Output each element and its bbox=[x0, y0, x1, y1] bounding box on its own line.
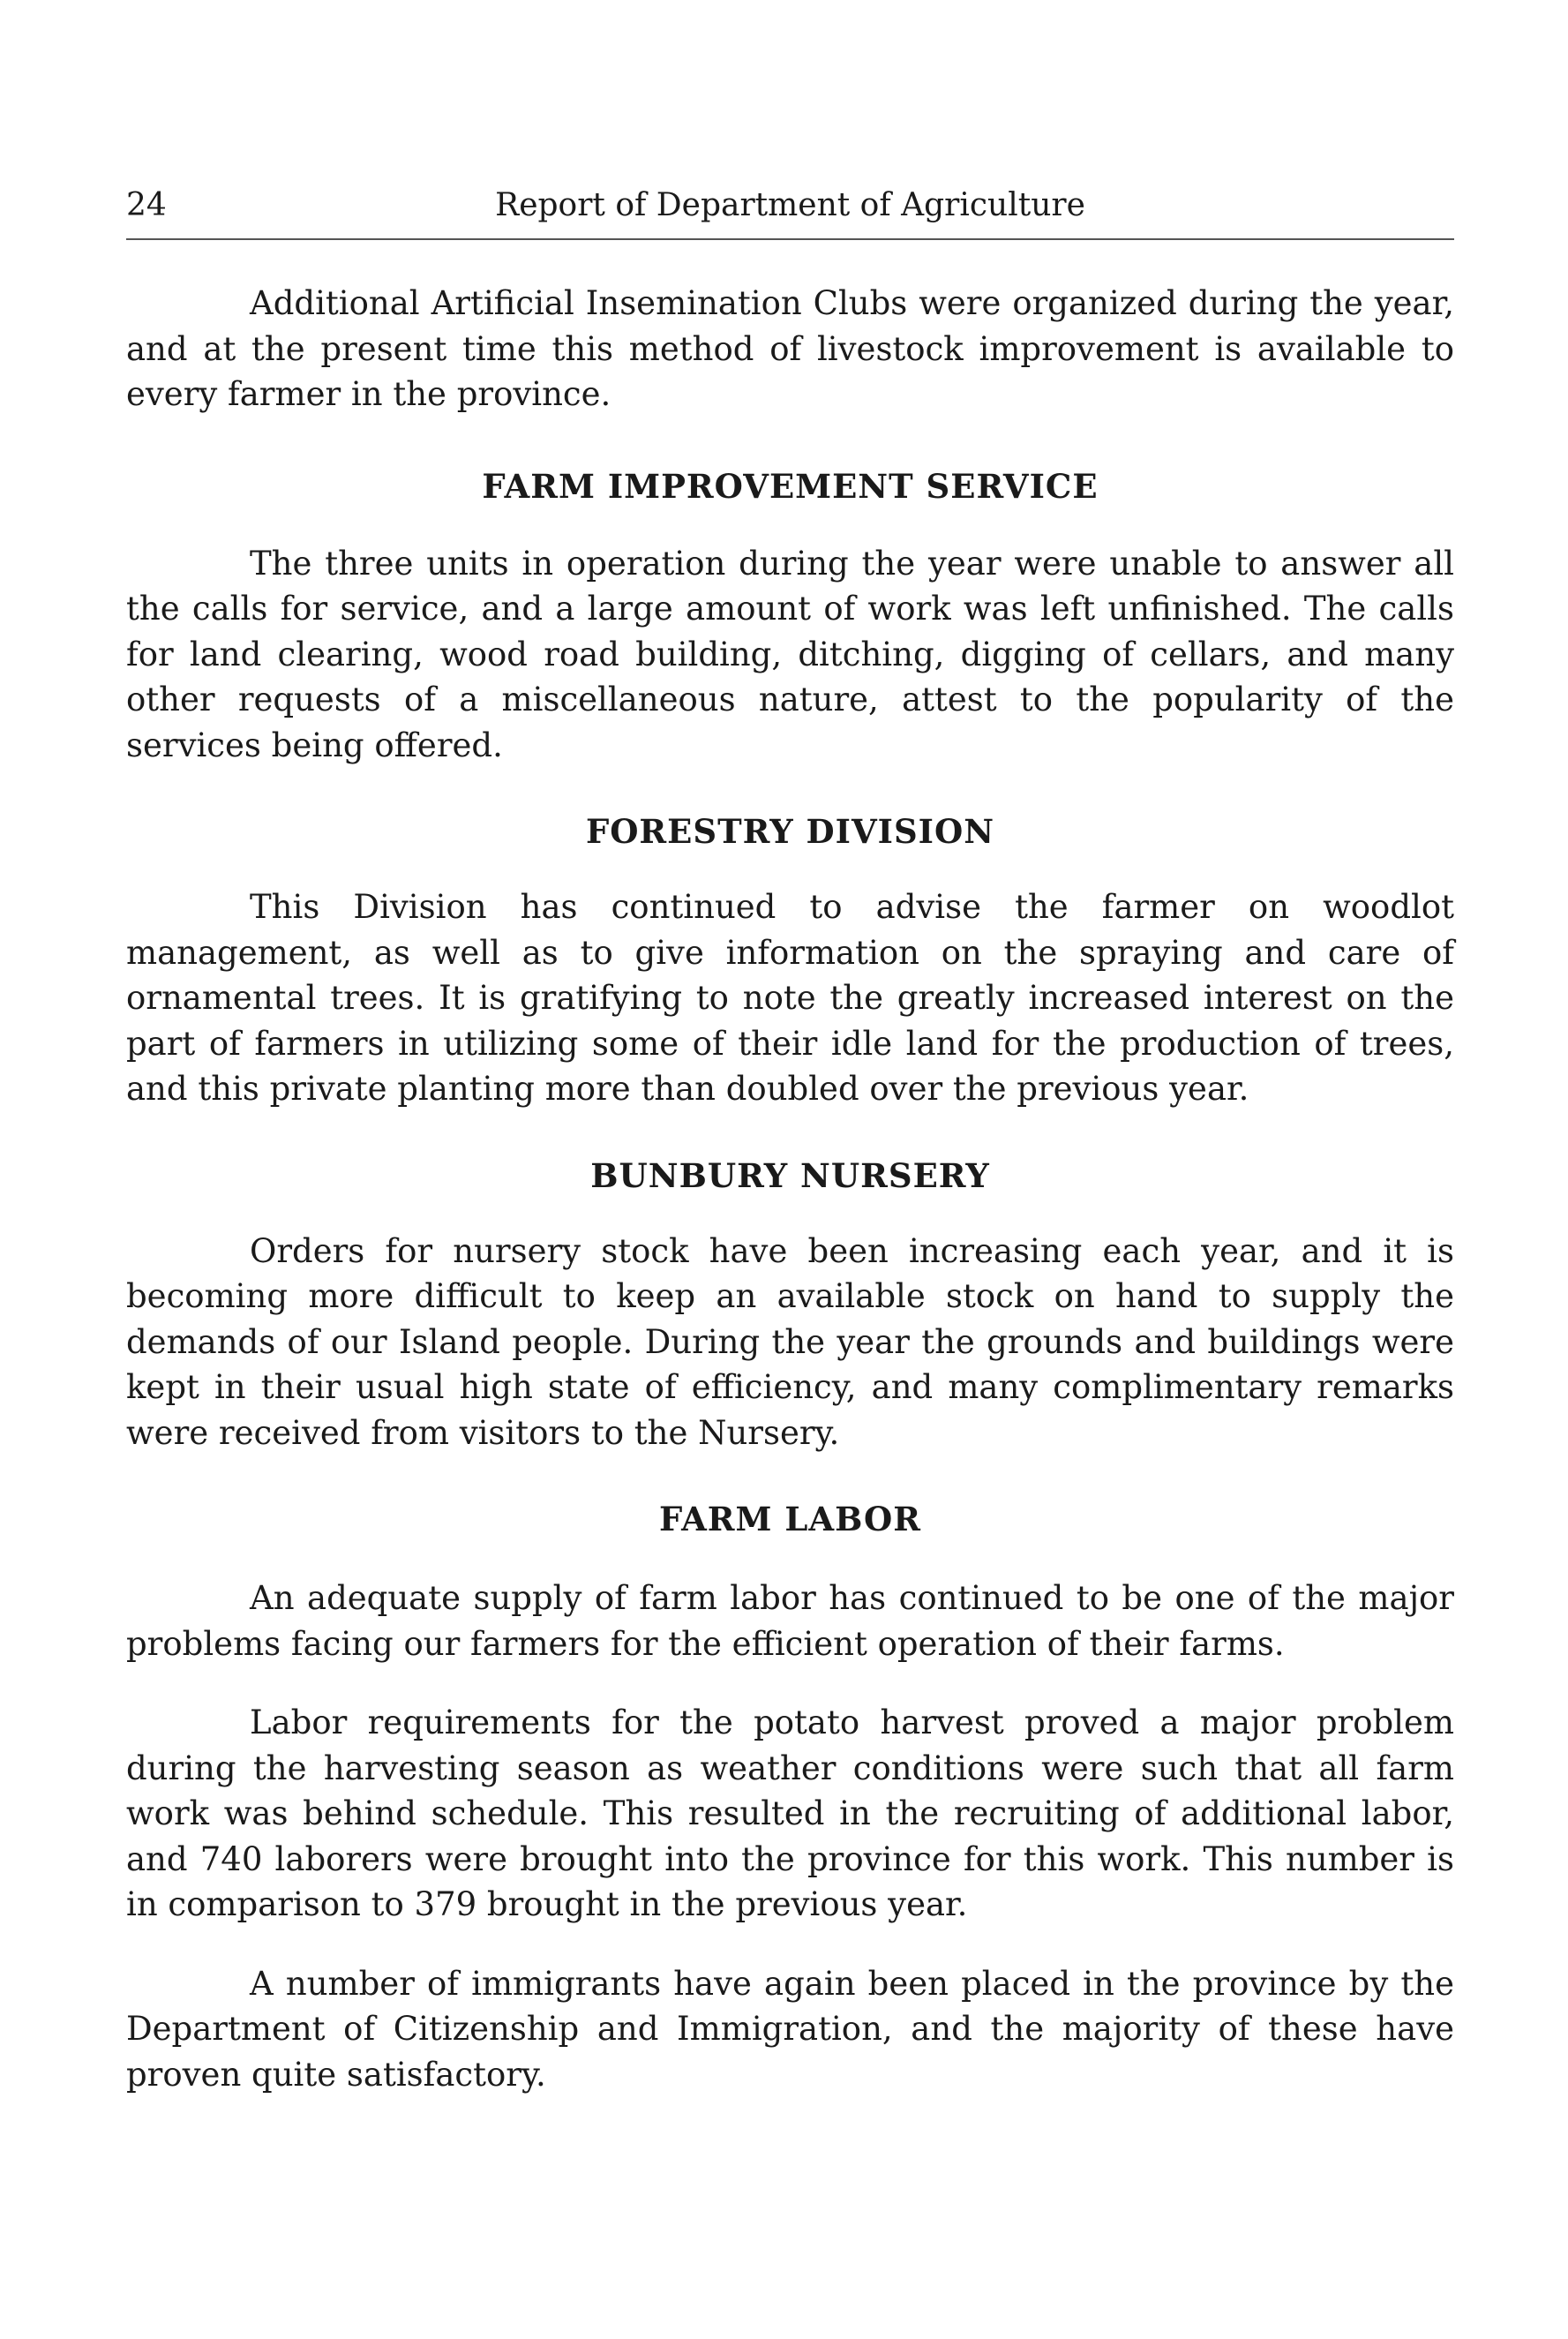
farm-labor-paragraph-3: A number of immigrants have again been placed in the province by the Department of Citizenship and Immigration, and the majority of these have proven quite satisfactory. bbox=[126, 1964, 1454, 2094]
section-heading-farm-labor: FARM LABOR bbox=[658, 1500, 922, 1538]
bunbury-nursery-paragraph: Orders for nursery stock have been increasing each year, and it is becoming more difficult to keep an available stock on hand to supply the demands of our Island people. During the year the grounds and buildings were kept in their usual high state of efficiency, and many complimentary remarks were received from visitors to the Nursery. bbox=[126, 1231, 1454, 1452]
section-heading-bunbury-nursery: BUNBURY NURSERY bbox=[590, 1155, 990, 1195]
running-header bbox=[126, 177, 1454, 240]
section-heading-farm-improvement-service: FARM IMPROVEMENT SERVICE bbox=[482, 466, 1099, 506]
farm-improvement-paragraph: The three units in operation during the year were unable to answer all the calls for service, and a large amount of work was left unfinished. The calls for land clearing, wood road building, ditching, digging of cellars, and many other requests of a miscellaneous nature, attest to the popularity of the services being offered. bbox=[126, 544, 1454, 764]
page-number: 24 bbox=[126, 187, 167, 223]
document-page bbox=[126, 177, 1454, 2097]
section-heading-forestry-division: FORESTRY DIVISION bbox=[585, 812, 995, 851]
intro-paragraph: Additional Artificial Insemination Clubs were organized during the year, and at the present time this method of livestock improvement is available to every farmer in the province. bbox=[126, 284, 1454, 413]
forestry-paragraph: This Division has continued to advise the farmer on woodlot management, as well as to give information on the spraying and care of ornamental trees. It is gratifying to note the greatly increased interest on the part of farmers in utilizing some of their idle land for the production of trees, and this private planting more than doubled over the previous year. bbox=[126, 888, 1454, 1108]
farm-labor-paragraph-1: An adequate supply of farm labor has continued to be one of the major problems facing our farmers for the efficient operation of their farms. bbox=[126, 1579, 1454, 1663]
farm-labor-paragraph-2: Labor requirements for the potato harvest proved a major problem during the harvesting season as weather conditions were such that all farm work was behind schedule. This resulted in the recruiting of additional labor, and 740 laborers were brought into the province for this work. This number is in comparison to 379 brought in the previous year. bbox=[126, 1703, 1454, 1923]
running-title: Report of Department of Agriculture bbox=[495, 187, 1085, 223]
